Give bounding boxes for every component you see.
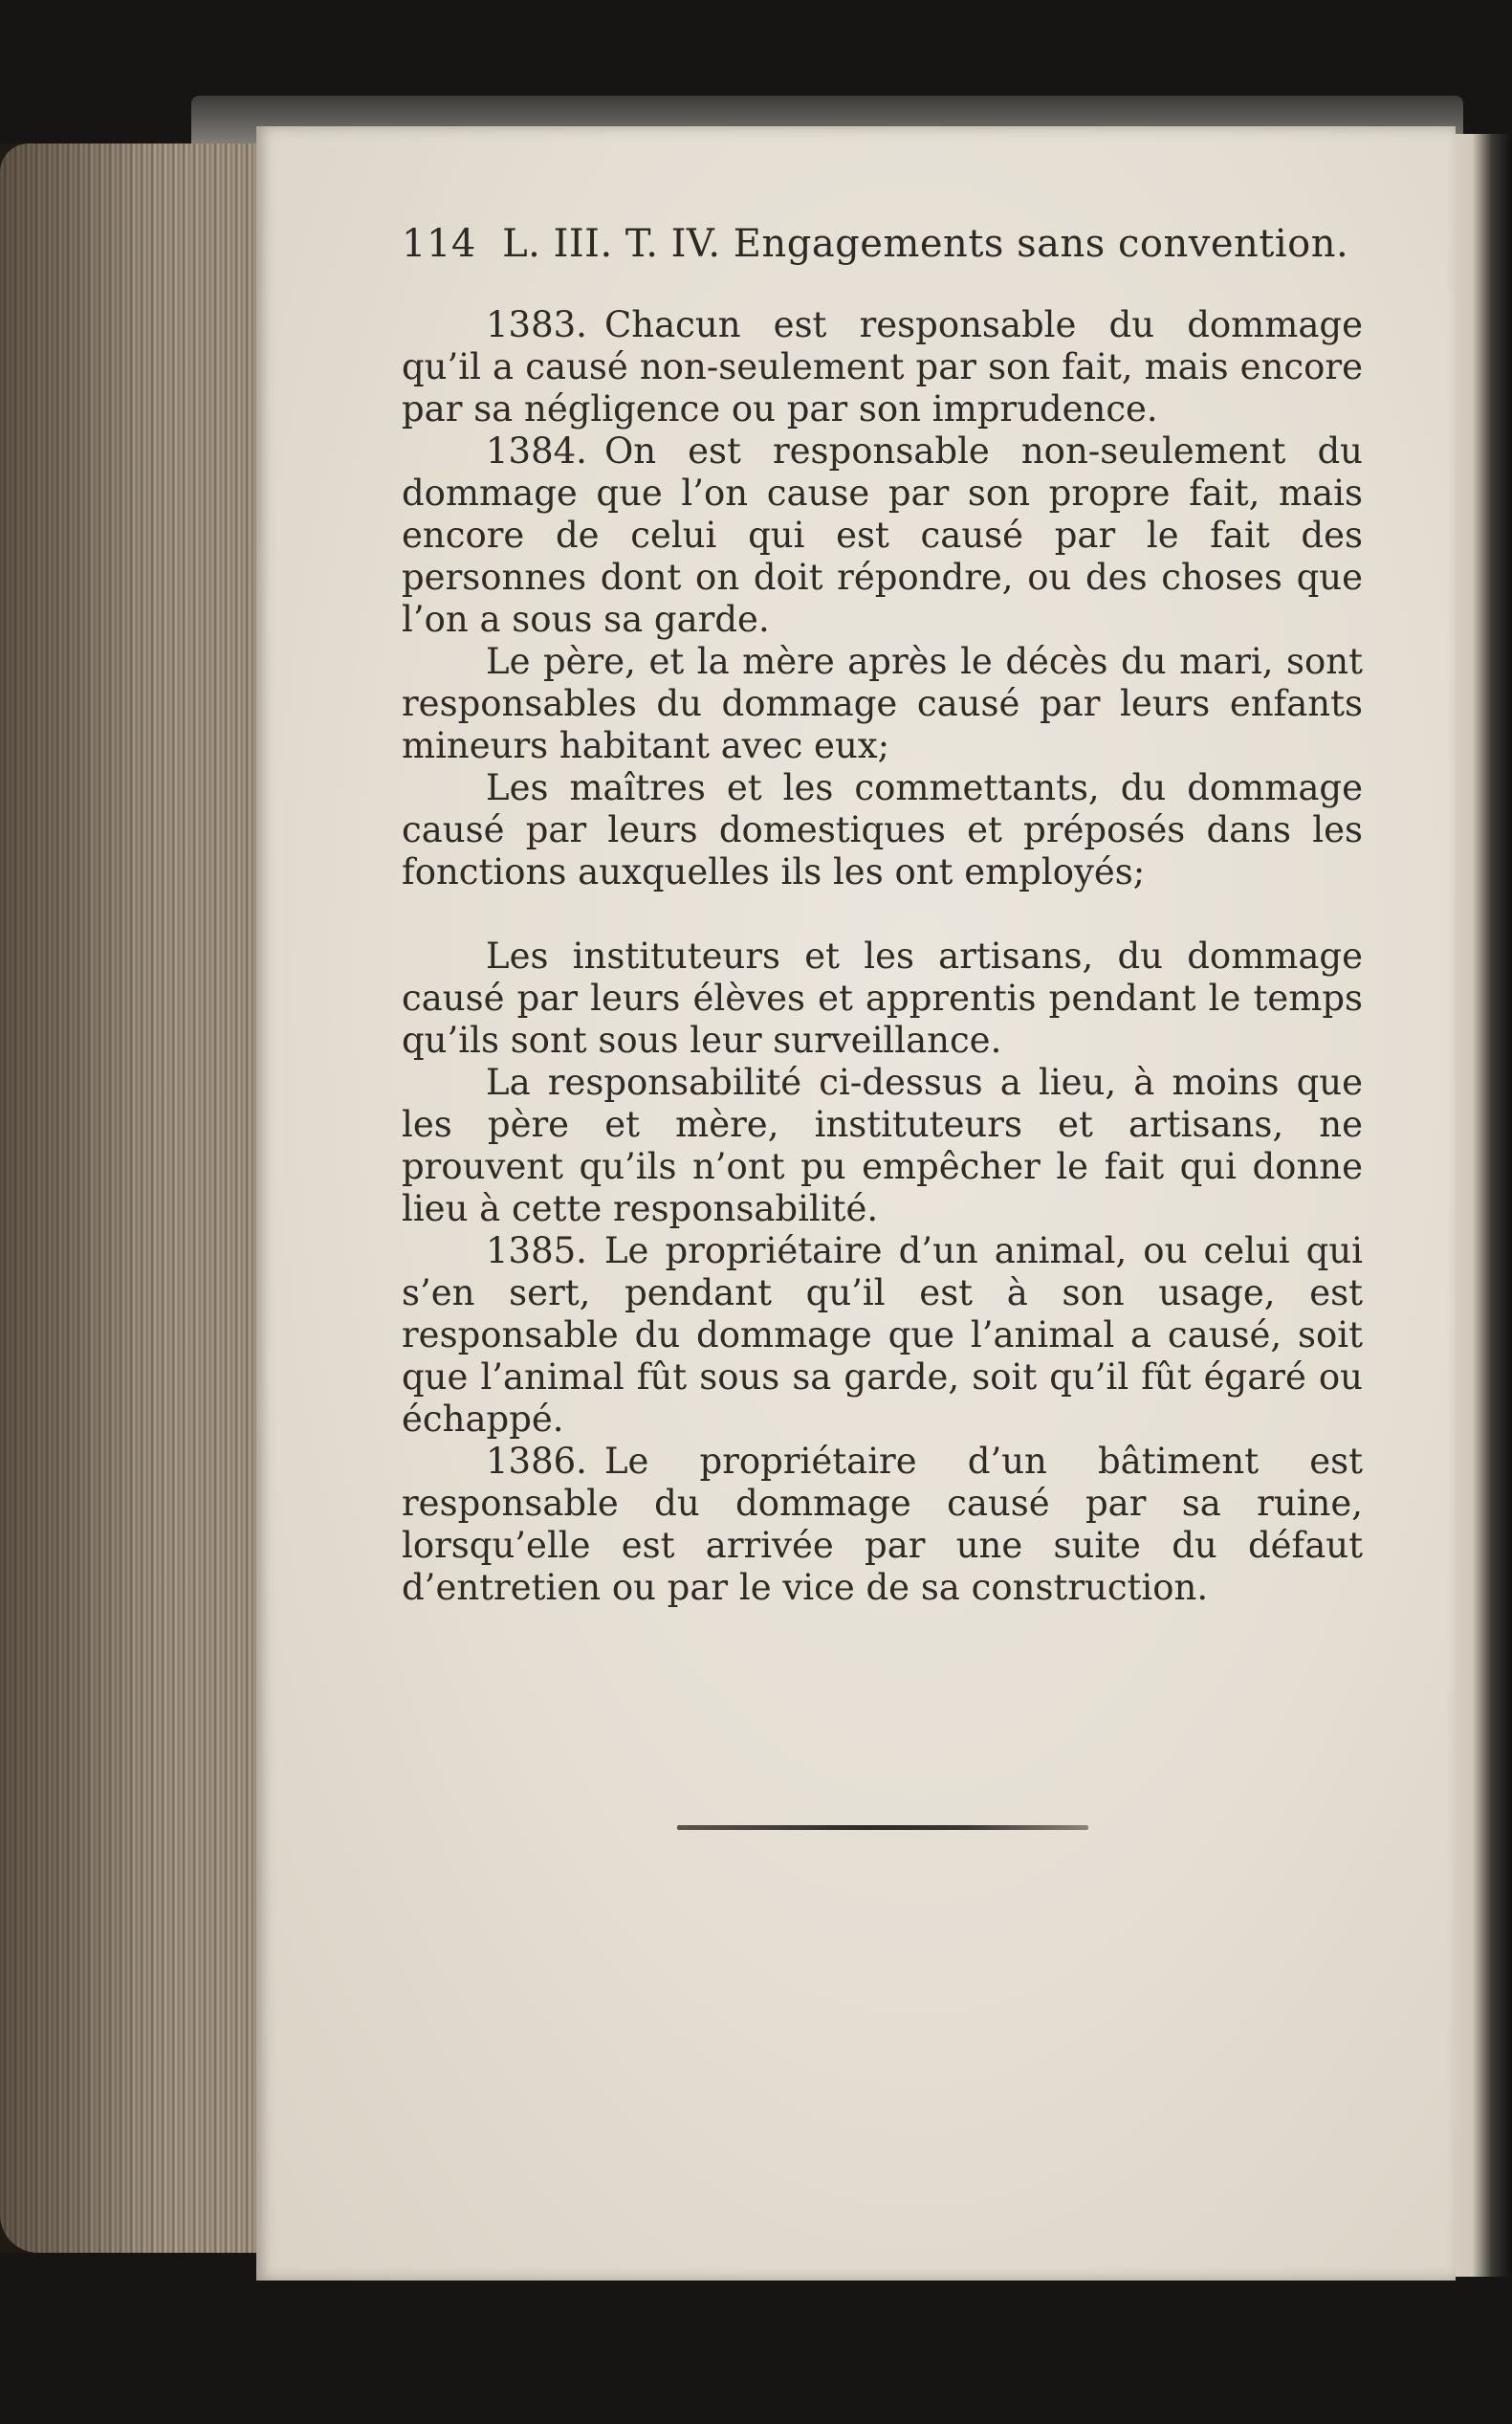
paragraph-text: Le père, et la mère après le décès du mari, sont responsables du dommage causé par leurs enfants mineurs habitant avec eux; [402, 641, 1363, 766]
paragraph-text: On est responsable non-seulement du dommage que l’on cause par son propre fait, mais encore de celui qui est causé par le fait des personnes dont on doit répondre, ou des choses que l’on a sous sa garde. [402, 430, 1363, 640]
end-of-section-rule [677, 1825, 1088, 1830]
page-stack-left [0, 143, 268, 2253]
paragraph-text: Les maîtres et les commettants, du dommage causé par leurs domestiques et préposés dans les fonctions auxquelles ils les ont employés; [402, 767, 1363, 892]
article-paragraph [402, 1230, 1363, 1441]
article-paragraph [402, 430, 1363, 641]
paragraph [402, 936, 1363, 1062]
paragraph-text: La responsabilité ci-dessus a lieu, à moins que les père et mère, instituteurs et artisans, ne prouvent qu’ils n’ont pu empêcher le fait qui donne lieu à cette responsabilité. [402, 1062, 1363, 1229]
paragraph-text: Le propriétaire d’un bâtiment est responsable du dommage causé par sa ruine, lorsqu’elle est arrivée par une suite du défaut d’entretien ou par le vice de sa construction. [402, 1441, 1363, 1608]
page-number: 114 [402, 222, 476, 266]
article-number: 1384. [486, 430, 587, 472]
article-paragraph [402, 304, 1363, 430]
article-number: 1385. [486, 1230, 587, 1271]
page-stack-right [1446, 134, 1512, 2277]
article-number: 1386. [486, 1441, 587, 1482]
running-header [402, 222, 1349, 279]
running-title: L. III. T. IV. Engagements sans convention. [502, 222, 1349, 266]
paragraph [402, 767, 1363, 893]
article-paragraph [402, 1441, 1363, 1609]
paragraph-text: Chacun est responsable du dommage qu’il a causé non-seulement par son fait, mais encore par sa négligence ou par son imprudence. [402, 304, 1363, 430]
article-number: 1383. [486, 304, 587, 345]
paragraph [402, 641, 1363, 767]
paragraph [402, 1062, 1363, 1230]
paragraph-text: Le propriétaire d’un animal, ou celui qui s’en sert, pendant qu’il est à son usage, est responsable du dommage que l’animal a causé, soit que l’animal fût sous sa garde, soit qu’il fût égaré ou échappé. [402, 1230, 1363, 1440]
page-body [402, 304, 1363, 1609]
paragraph-text: Les instituteurs et les artisans, du dommage causé par leurs élèves et apprentis pendant le temps qu’ils sont sous leur surveillance. [402, 936, 1363, 1061]
